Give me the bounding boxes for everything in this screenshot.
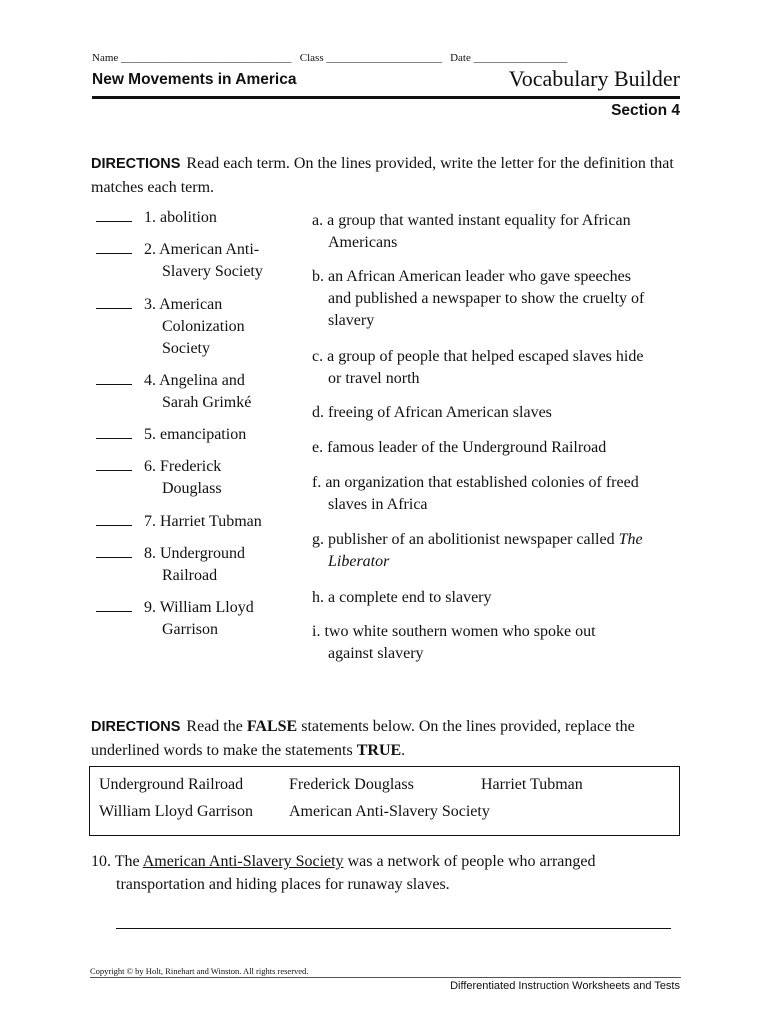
- word-bank-item: Underground Railroad: [99, 776, 244, 793]
- worksheet-title: Vocabulary Builder: [508, 66, 680, 91]
- definition-text: a group of people that helped escaped slaves hide: [327, 348, 644, 365]
- definition-letter: b.: [312, 268, 324, 285]
- term-item: [96, 543, 296, 587]
- question-number: 10.: [91, 853, 111, 870]
- term-number: 9.: [144, 599, 156, 616]
- question-text: The: [114, 853, 143, 870]
- term-text: Slavery Society: [162, 263, 263, 280]
- word-bank-item: William Lloyd Garrison: [99, 803, 253, 820]
- term-number: 8.: [144, 545, 156, 562]
- term-text: American Anti-: [159, 241, 260, 258]
- definition-item: [312, 210, 684, 254]
- definition-item: [312, 402, 684, 424]
- class-field[interactable]: _____________________: [323, 52, 442, 64]
- definition-text: freeing of African American slaves: [328, 404, 552, 421]
- term-text: Douglass: [162, 480, 222, 497]
- name-label: Name: [92, 52, 119, 64]
- answer-blank[interactable]: [96, 512, 132, 526]
- directions-label: DIRECTIONS: [91, 719, 181, 735]
- definition-text: or travel north: [328, 370, 420, 387]
- question-10: [91, 850, 681, 896]
- definition-letter: c.: [312, 348, 324, 365]
- student-info-line: [92, 52, 567, 64]
- definition-text: publisher of an abolitionist newspaper called: [328, 531, 619, 548]
- definition-text: slavery: [328, 312, 375, 329]
- definition-text: an African American leader who gave speeches: [328, 268, 631, 285]
- term-number: 7.: [144, 513, 156, 530]
- term-item: [96, 370, 296, 414]
- term-item: [96, 207, 296, 229]
- underlined-phrase: American Anti-Slavery Society: [142, 853, 344, 870]
- term-number: 4.: [144, 372, 156, 389]
- term-text: Railroad: [162, 567, 218, 584]
- term-text: Colonization: [162, 318, 245, 335]
- answer-blank[interactable]: [96, 208, 132, 222]
- answer-blank[interactable]: [96, 371, 132, 385]
- term-number: 6.: [144, 458, 156, 475]
- term-text: Garrison: [162, 621, 218, 638]
- term-item: [96, 294, 296, 360]
- copyright: Copyright © by Holt, Rinehart and Winston. All rights reserved.: [90, 966, 309, 976]
- question-text: was a network of people who arranged: [343, 853, 596, 870]
- definition-text: slaves in Africa: [328, 496, 428, 513]
- definition-item: [312, 437, 684, 459]
- date-field[interactable]: _________________: [470, 52, 568, 64]
- definition-letter: h.: [312, 589, 324, 606]
- definition-item: [312, 266, 684, 332]
- section-label: Section 4: [611, 102, 680, 119]
- term-number: 1.: [144, 209, 156, 226]
- definition-letter: f.: [312, 474, 322, 491]
- definition-text: and published a newspaper to show the cruelty of: [328, 290, 645, 307]
- term-number: 3.: [144, 296, 156, 313]
- term-text: Frederick: [160, 458, 222, 475]
- term-number: 5.: [144, 426, 156, 443]
- word-bank-item: Frederick Douglass: [289, 776, 414, 793]
- newspaper-title: The: [618, 531, 643, 548]
- term-text: abolition: [160, 209, 217, 226]
- word-bank-item: American Anti-Slavery Society: [289, 803, 490, 820]
- definition-letter: a.: [312, 212, 324, 229]
- directions-text: statements below. On the lines provided, replace the underlined words to make the statements: [91, 718, 635, 759]
- term-text: William Lloyd: [159, 599, 254, 616]
- footer-rule: [90, 977, 681, 978]
- term-text: Society: [162, 340, 210, 357]
- answer-blank[interactable]: [96, 457, 132, 471]
- definition-item: [312, 587, 684, 609]
- term-item: [96, 456, 296, 500]
- definition-text: Liberator: [328, 553, 390, 570]
- term-item: [96, 597, 296, 641]
- answer-line[interactable]: [116, 928, 671, 929]
- definition-item: [312, 529, 684, 573]
- definition-text: famous leader of the Underground Railroad: [327, 439, 607, 456]
- term-text: American: [159, 296, 223, 313]
- directions-text: Read the: [186, 718, 247, 735]
- definition-text: against slavery: [328, 645, 424, 662]
- answer-blank[interactable]: [96, 425, 132, 439]
- definition-text: a group that wanted instant equality for African: [327, 212, 631, 229]
- false-word: FALSE: [246, 718, 298, 735]
- definition-letter: e.: [312, 439, 324, 456]
- class-label: Class: [299, 52, 324, 64]
- directions-label: DIRECTIONS: [91, 156, 181, 172]
- definition-letter: i.: [312, 623, 321, 640]
- directions-text: .: [401, 742, 406, 759]
- definition-text: a complete end to slavery: [328, 589, 492, 606]
- footer-publication: Differentiated Instruction Worksheets and Tests: [450, 980, 680, 992]
- true-word: TRUE: [356, 742, 402, 759]
- word-bank-item: Harriet Tubman: [481, 776, 583, 793]
- definition-item: [312, 346, 684, 390]
- definition-text: an organization that established colonies of freed: [325, 474, 639, 491]
- definition-text: two white southern women who spoke out: [324, 623, 596, 640]
- definition-item: [312, 621, 684, 665]
- word-bank: [89, 766, 680, 836]
- term-text: Harriet Tubman: [160, 513, 262, 530]
- term-item: [96, 511, 296, 533]
- definition-letter: g.: [312, 531, 324, 548]
- term-text: Sarah Grimké: [162, 394, 252, 411]
- date-label: Date: [450, 52, 471, 64]
- part1-directions: [91, 152, 681, 199]
- term-text: Angelina and: [159, 372, 245, 389]
- term-item: [96, 424, 296, 446]
- term-item: [96, 239, 296, 283]
- answer-blank[interactable]: [96, 598, 132, 612]
- header-rule: [92, 96, 680, 99]
- term-text: emancipation: [160, 426, 247, 443]
- chapter-title: New Movements in America: [92, 71, 297, 88]
- question-text-line2: transportation and hiding places for runaway slaves.: [116, 876, 450, 893]
- definition-text: Americans: [328, 234, 398, 251]
- term-text: Underground: [160, 545, 246, 562]
- directions-text: Read each term. On the lines provided, write the letter for the definition that matches each term.: [91, 155, 674, 196]
- term-number: 2.: [144, 241, 156, 258]
- answer-blank[interactable]: [96, 544, 132, 558]
- answer-blank[interactable]: [96, 295, 132, 309]
- part2-directions: [91, 715, 681, 762]
- definition-letter: d.: [312, 404, 324, 421]
- definition-item: [312, 472, 684, 516]
- answer-blank[interactable]: [96, 240, 132, 254]
- name-field[interactable]: _______________________________: [118, 52, 292, 64]
